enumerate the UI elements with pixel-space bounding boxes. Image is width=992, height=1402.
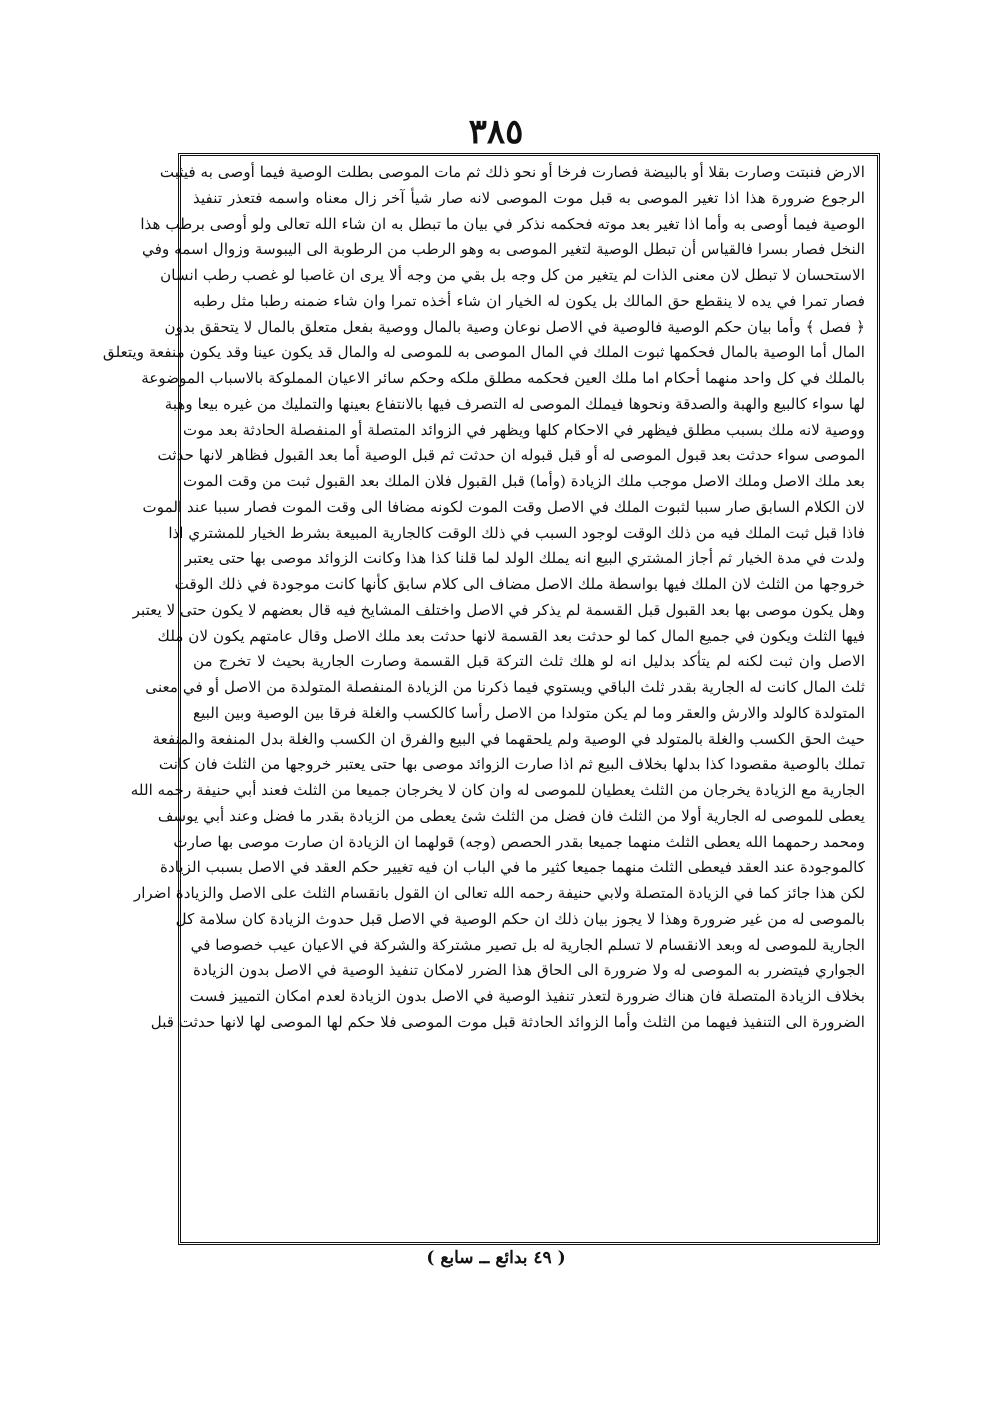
- text-line: يعطى للموصى له الجارية أولا من الثلث فان فضل من الثلث شئ يعطى من الزيادة بقدر ما فضل وعند أبي يوسف: [157, 806, 865, 825]
- text-line: الجارية مع الزيادة يخرجان من الثلث يعطيان للموصى له وان كان لا يخرجان جميعا من الثلث فعند أبي حنيفة رحمه الله: [130, 781, 865, 799]
- text-line: الضرورة الى التنفيذ فيهما من الثلث وأما الزوائد الحادثة قبل موت الموصى فلا حكم لها الموصى لها لانها حدثت قبل: [150, 1012, 865, 1031]
- text-frame: [102, 153, 880, 1245]
- text-line: بالملك في كل واحد منهما أحكام اما ملك العين فحكمه مطلق ملكه وحكم سائر الاعيان المملوكة بالاسباب الموضوعة: [141, 369, 865, 387]
- text-line: الوصية فيما أوصى به وأما اذا تغير بعد موته فحكمه نذكر في بيان ما تبطل به ان شاء الله تعالى ولو أوصى برطب هذا: [140, 214, 865, 233]
- text-line: بعد ملك الاصل وملك الاصل موجب ملك الزيادة (وأما) قبل القبول فلان الملك بعد القبول ثبت من وقت الموت: [183, 472, 865, 490]
- text-line: فصار تمرا في يده لا ينقطع حق المالك بل يكون له الخيار ان شاء أخذه تمرا وان شاء ضمنه رطبا مثل رطبه: [193, 291, 865, 310]
- text-line: الرجوع ضرورة هذا اذا تغير الموصى به قبل موت الموصى لانه صار شيأ آخر زال معناه واسمه فتعذر تنفيذ: [193, 188, 865, 207]
- text-line: ولدت في مدة الخيار ثم أجاز المشتري البيع انه يملك الولد لما قلنا كذا هذا وكانت الزوائد موصى بها حتى يعتبر: [184, 549, 865, 568]
- text-line: الارض فنبتت وصارت بقلا أو بالبيضة فصارت فرخا أو نحو ذلك ثم مات الموصى بطلت الوصية فيما أوصى به فيثبت: [159, 163, 865, 181]
- text-line: ثلث المال كانت له الجارية بقدر ثلث الباقي ويستوي فيما ذكرنا من الزيادة المنفصلة المتولدة من الاصل أو في معنى: [145, 678, 865, 696]
- page-number: ٣٨٥: [468, 112, 524, 152]
- text-line: النخل فصار بسرا فالقياس أن تبطل الوصية لتغير الموصى به وهو الرطب من الرطوبة الى اليبوسة وزوال اسمه وفي: [142, 240, 865, 259]
- text-line: الموصى سواء حدثت بعد قبول الموصى له أو قبل قبوله ان حدثت ثم قبل الوصية أما بعد القبول فظاهر لانها حدثت: [157, 446, 865, 465]
- footer-signature: ( ٤٩ بدائع ــ سابع ): [426, 1248, 566, 1268]
- text-line: كالموجودة عند العقد فيعطى الثلث منهما جميعا كثير ما في الباب ان فيه تغيير حكم العقد في الاصل بسبب الزيادة: [160, 858, 865, 877]
- text-line: الاصل وان ثبت لكنه لم يتأكد بدليل انه لو هلك ثلث التركة قبل القسمة وصارت الجارية بحيث لا تخرج من: [193, 652, 865, 671]
- text-line: خروجها من الثلث لان الملك فيها بواسطة ملك الاصل مضاف الى كلام سابق كأنها كانت موجودة في ذلك الوقت: [174, 575, 865, 593]
- text-line: لان الكلام السابق صار سببا لثبوت الملك في الاصل وقت الموت لكونه مضافا الى وقت الموت فصار سببا عند الموت: [142, 497, 865, 516]
- text-line: لها سواء كالبيع والهبة والصدقة ونحوها فيملك الموصى له التصرف فيها بالانتفاع بعينها والتمليك من غيره بيعا وهبة: [164, 394, 865, 413]
- text-line: ومحمد رحمهما الله يعطى الثلث منهما جميعا بقدر الحصص (وجه) قولهما ان الزيادة ان صارت موصى بها صارت: [173, 832, 865, 851]
- text-line: المتولدة كالولد والارش والعقر وما لم يكن متولدا من الاصل رأسا كالكسب والغلة فرقا بين الوصية وبين البيع: [193, 703, 865, 722]
- text-line: الجواري فيتضرر به الموصى له ولا ضرورة الى الحاق هذا الضرر لامكان تنفيذ الوصية في الاصل بدون الزيادة: [193, 961, 865, 980]
- text-line: فاذا قبل ثبت الملك فيه من ذلك الوقت لوجود السبب في ذلك الوقت كالجارية المبيعة بشرط الخيار للمشتري اذا: [168, 523, 865, 542]
- text-line: الاستحسان لا تبطل لان معنى الذات لم يتغير من كل وجه بل بقي من وجه ألا يرى ان غاصبا لو غصب رطب انسان: [160, 266, 865, 284]
- text-line: لكن هذا جائز كما في الزيادة المتصلة ولابي حنيفة رحمه الله تعالى ان القول بانقسام الثلث على الاصل والزيادة اضرار: [133, 884, 865, 902]
- text-line: ﴿ فصل ﴾ وأما بيان حكم الوصية فالوصية في الاصل نوعان وصية بالمال ووصية بفعل متعلق بالمال لا يتحقق بدون: [164, 317, 865, 336]
- text-line: فيها الثلث ويكون في جميع المال كما لو حدثت بعد القسمة لانها حدثت بعد ملك الاصل وقال عامتهم يكون لان ملك: [157, 626, 865, 645]
- text-line: حيث الحق الكسب والغلة بالمتولد في الوصية ولم يلحقهما في البيع والفرق ان الكسب والغلة بدل المنفعة والمنفعة: [152, 729, 865, 748]
- text-line: المال أما الوصية بالمال فحكمها ثبوت الملك في المال الموصى به للموصى له والمال قد يكون عينا وقد يكون منفعة ويتعلق: [102, 343, 865, 362]
- body-text: [102, 160, 865, 1036]
- text-line: بالموصى له من غير ضرورة وهذا لا يجوز بيان ذلك ان حكم الوصية في الاصل قبل حدوث الزيادة كان سلامة كل: [175, 909, 865, 928]
- text-line: بخلاف الزيادة المتصلة فان هناك ضرورة لتعذر تنفيذ الوصية في الاصل بدون الزيادة لعدم امكان التمييز فست: [189, 987, 865, 1005]
- text-line: تملك بالوصية مقصودا كذا بدلها بخلاف البيع ثم اذا صارت الزوائد موصى بها حتى يعتبر خروجها من الثلث فان كانت: [158, 755, 865, 774]
- text-line: وهل يكون موصى بها بعد القبول قبل القسمة لم يذكر في الاصل واختلف المشايخ فيه قال بعضهم لا يكون حتى لا يعتبر: [132, 600, 865, 619]
- text-line: الجارية للموصى له وبعد الانقسام لا تسلم الجارية له بل تصير مشتركة والشركة في الاعيان عيب خصوصا في: [190, 935, 865, 954]
- text-line: ووصية لانه ملك بسبب مطلق فيظهر في الاحكام كلها ويظهر في الزوائد المتصلة أو المنفصلة الحادثة بعد موت: [183, 420, 865, 439]
